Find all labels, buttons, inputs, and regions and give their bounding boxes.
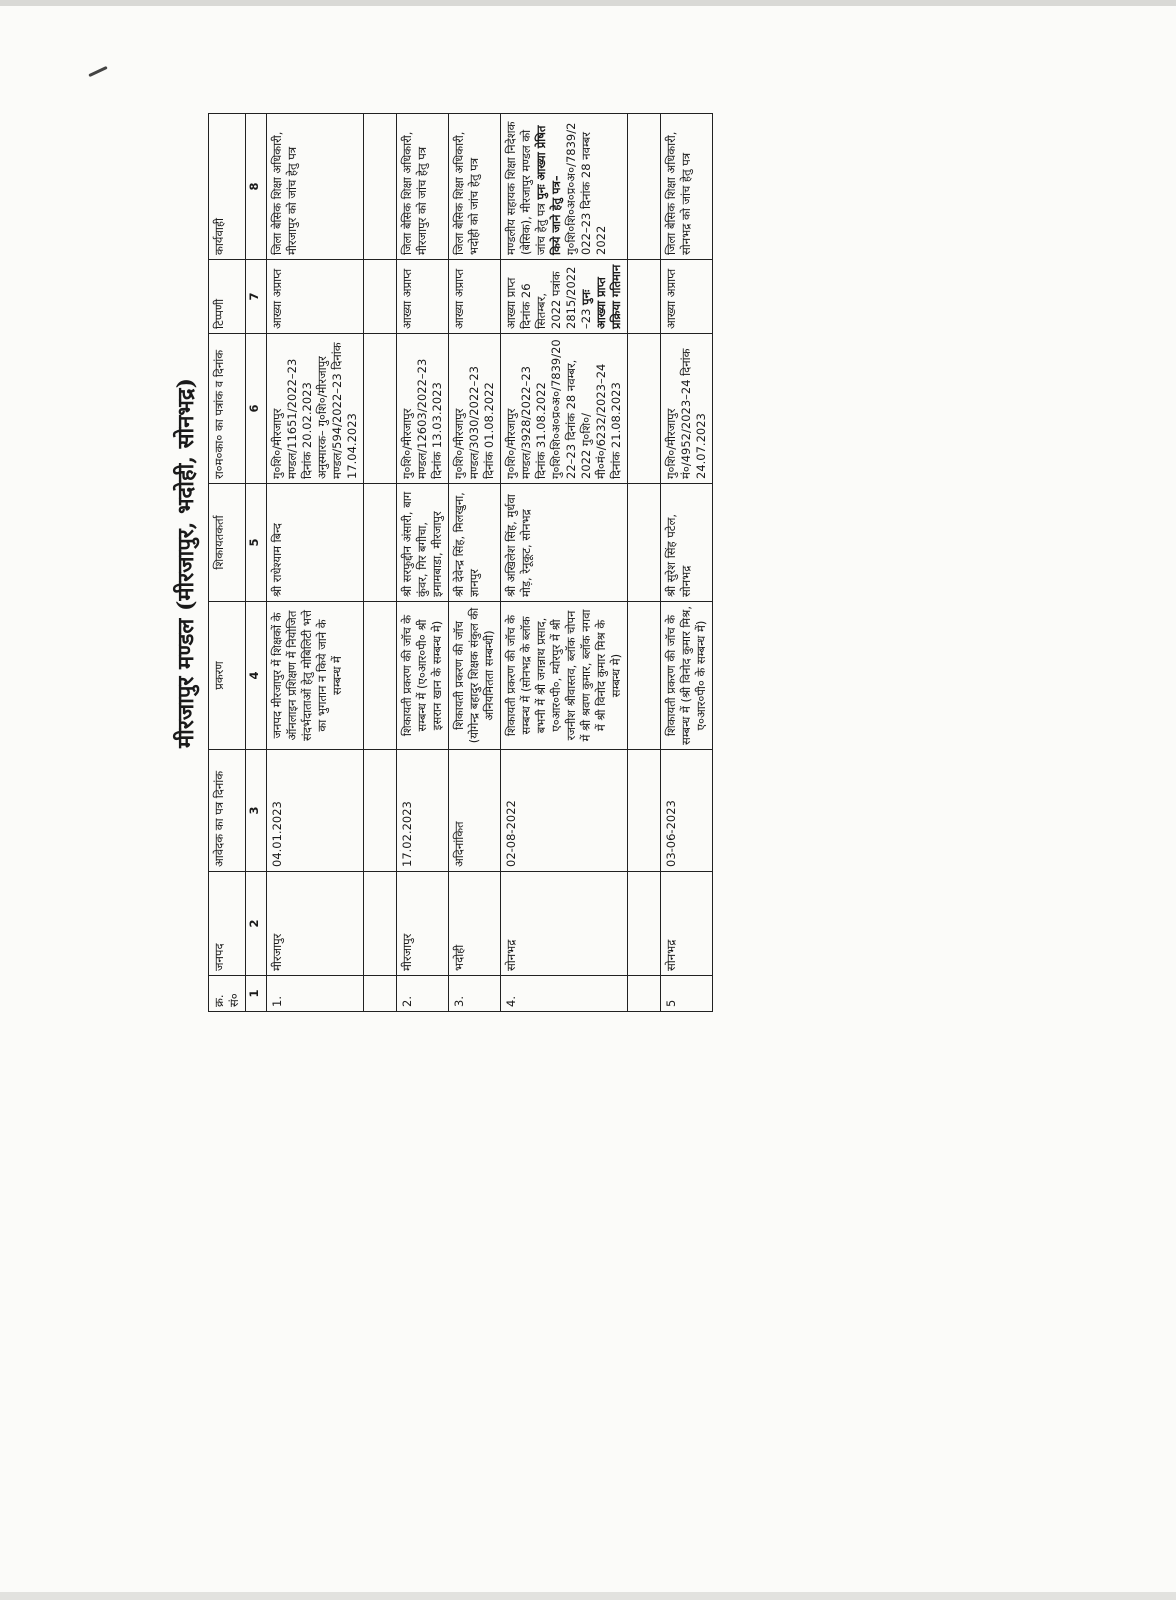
cell-action: जिला बेसिक शिक्षा अधिकारी, मीरजापुर को जांच हेतु पत्र xyxy=(397,114,449,260)
document-title: मीरजापुर मण्डल (मीरजापुर, भदोही, सोनभद्र) xyxy=(173,378,199,748)
cell-remark: आख्या अप्राप्त xyxy=(449,260,501,334)
table-row xyxy=(449,114,501,1012)
cell-sn: 2. xyxy=(397,976,449,1012)
cell-ref: गु०शि०/मीरजापुर मण्डल/3928/2022–23 दिनांक 31.08.2022 गु०शि०शि०अ०प्र०अ०/7839/2022–23 दिनांक 28 नवम्बर, 2022 गु०शि०/मी०मं०/6232/2023–24 दिनांक 21.08.2023 xyxy=(501,334,628,484)
cell-ref: गु०शि०/मीरजापुर मण्डल/3030/2022–23 दिनांक 01.08.2022 xyxy=(449,334,501,484)
header-ref: रा०म०का० का पत्रांक व दिनांक xyxy=(209,334,246,484)
remark-text: आख्या प्राप्त दिनांक 26 सितम्बर, 2022 पत्रांक 2815/2022–23 xyxy=(504,266,593,329)
action-tail: गु०शि०शि०अ०प्र०अ०/7839/2022–23 दिनांक 28 नवम्बर 2022 xyxy=(564,122,608,255)
header-row xyxy=(209,114,246,1012)
cell-district: सोनभद्र xyxy=(501,872,628,976)
table-row xyxy=(267,114,364,1012)
header-action: कार्यवाही xyxy=(209,114,246,260)
cell-remark xyxy=(501,260,628,334)
action-text: मण्डलीय सहायक शिक्षा निदेशक (बेसिक), मीरजापुर मण्डल को जांच हेतु पत्र xyxy=(504,121,548,255)
cell-district: मीरजापुर xyxy=(397,872,449,976)
cell-date: 03-06-2023 xyxy=(661,750,713,872)
header-date: आवेदक का पत्र दिनांक xyxy=(209,750,246,872)
cell-remark: आख्या अप्राप्त xyxy=(267,260,364,334)
column-number: 7 xyxy=(246,260,267,334)
cell-sn: 5 xyxy=(661,976,713,1012)
cell-ref: गु०शि०/मीरजापुर मण्डल/12603/2022–23 दिनांक 13.03.2023 xyxy=(397,334,449,484)
cell-case: शिकायती प्रकरण की जॉच के सम्बन्ध में (सोनभद्र के ब्लॉक बभनी में श्री जगन्नाथ प्रसाद, ए०आर०पी०, म्योरपुर में श्री रजनीश श्रीवास्तव, ब्लॉक चोपन में श्री श्रवण कुमार, ब्लॉक नगवा में श्री विनोद कुमार मिश्र के सम्बन्ध मे) xyxy=(501,602,628,750)
complaint-table xyxy=(208,113,713,1012)
cell-complainant: श्री देवेन्द्र सिंह, मिलखुना, ज्ञानपुर xyxy=(449,484,501,602)
table-row xyxy=(661,114,713,1012)
header-district: जनपद xyxy=(209,872,246,976)
column-number-row xyxy=(246,114,267,1012)
cell-ref: गु०शि०/मीरजापुर मं०/4952/2023–24 दिनांक 24.07.2023 xyxy=(661,334,713,484)
cell-case: शिकायती प्रकरण की जॉच के सम्बन्ध में (ए०आर०पी० श्री इसरान खान के सम्बन्ध मे) xyxy=(397,602,449,750)
table-row xyxy=(397,114,449,1012)
column-number: 5 xyxy=(246,484,267,602)
scan-edge-top xyxy=(0,0,1176,6)
cell-date: अदिनांकित xyxy=(449,750,501,872)
column-number: 1 xyxy=(246,976,267,1012)
cell-district: भदोही xyxy=(449,872,501,976)
column-number: 3 xyxy=(246,750,267,872)
column-number: 2 xyxy=(246,872,267,976)
scan-mark xyxy=(88,66,107,77)
spacer-row xyxy=(628,114,661,1012)
cell-date: 17.02.2023 xyxy=(397,750,449,872)
cell-sn: 4. xyxy=(501,976,628,1012)
spacer-row xyxy=(364,114,397,1012)
header-complainant: शिकायतकर्ता xyxy=(209,484,246,602)
column-number: 8 xyxy=(246,114,267,260)
column-number: 4 xyxy=(246,602,267,750)
cell-action: जिला बेसिक शिक्षा अधिकारी, भदोही को जांच हेतु पत्र xyxy=(449,114,501,260)
cell-remark: आख्या अप्राप्त xyxy=(397,260,449,334)
cell-complainant: श्री अखिलेश सिंह, मुर्धवा मोड़, रेनूकूट, सोनभद्र xyxy=(501,484,628,602)
rotated-document xyxy=(164,114,1012,1012)
cell-case: जनपद मीरजापुर में शिक्षकों के ऑनलाइन प्रशिक्षण में नियोजित संदर्भदाताओं हेतु मोबिलिटी भत्ते का भुगतान न किये जाने के सम्बन्ध में xyxy=(267,602,364,750)
cell-date: 02-08-2022 xyxy=(501,750,628,872)
cell-district: सोनभद्र xyxy=(661,872,713,976)
cell-sn: 3. xyxy=(449,976,501,1012)
cell-sn: 1. xyxy=(267,976,364,1012)
remark-bold-note: पुनः आख्या प्राप्त प्रक्रिया गतिमान xyxy=(579,264,623,329)
cell-complainant: श्री राधेश्याम बिन्द xyxy=(267,484,364,602)
cell-case: शिकायती प्रकरण की जॉच के सम्बन्ध में (श्री विनोद कुमार मिश्र, ए०आर०पी० के सम्बन्ध में) xyxy=(661,602,713,750)
header-sn: क्र. सं० xyxy=(209,976,246,1012)
cell-date: 04.01.2023 xyxy=(267,750,364,872)
cell-ref: गु०शि०/मीरजापुर मण्डल/11651/2022–23 दिनांक 20.02.2023 अनुस्मारक– गु०शि०/मीरजापुर मण्डल/594/2022–23 दिनांक 17.04.2023 xyxy=(267,334,364,484)
scan-edge-bottom xyxy=(0,1592,1176,1600)
cell-district: मीरजापुर xyxy=(267,872,364,976)
cell-complainant: श्री सरफुद्दीन अंसारी, बाग कुंवर, गिर बगीचा, इमामबाडा, मीरजापुर xyxy=(397,484,449,602)
action-bold-note: पुनः आख्या प्रेषित किये जाने हेतु पत्र– xyxy=(534,125,563,255)
cell-remark: आख्या अप्राप्त xyxy=(661,260,713,334)
table-row xyxy=(501,114,628,1012)
cell-action: जिला बेसिक शिक्षा अधिकारी, सोनभद्र को जांच हेतु पत्र xyxy=(661,114,713,260)
header-case: प्रकरण xyxy=(209,602,246,750)
cell-complainant: श्री सुरेश सिंह पटेल, सोनभद्र xyxy=(661,484,713,602)
cell-action xyxy=(501,114,628,260)
cell-case: शिकायती प्रकरण की जॉच (योगेन्द्र बहादुर शिक्षक संकुल की अनियमितता सम्बन्धी) xyxy=(449,602,501,750)
header-remark: टिप्पणी xyxy=(209,260,246,334)
cell-action: जिला बेसिक शिक्षा अधिकारी, मीरजापुर को जांच हेतु पत्र xyxy=(267,114,364,260)
column-number: 6 xyxy=(246,334,267,484)
